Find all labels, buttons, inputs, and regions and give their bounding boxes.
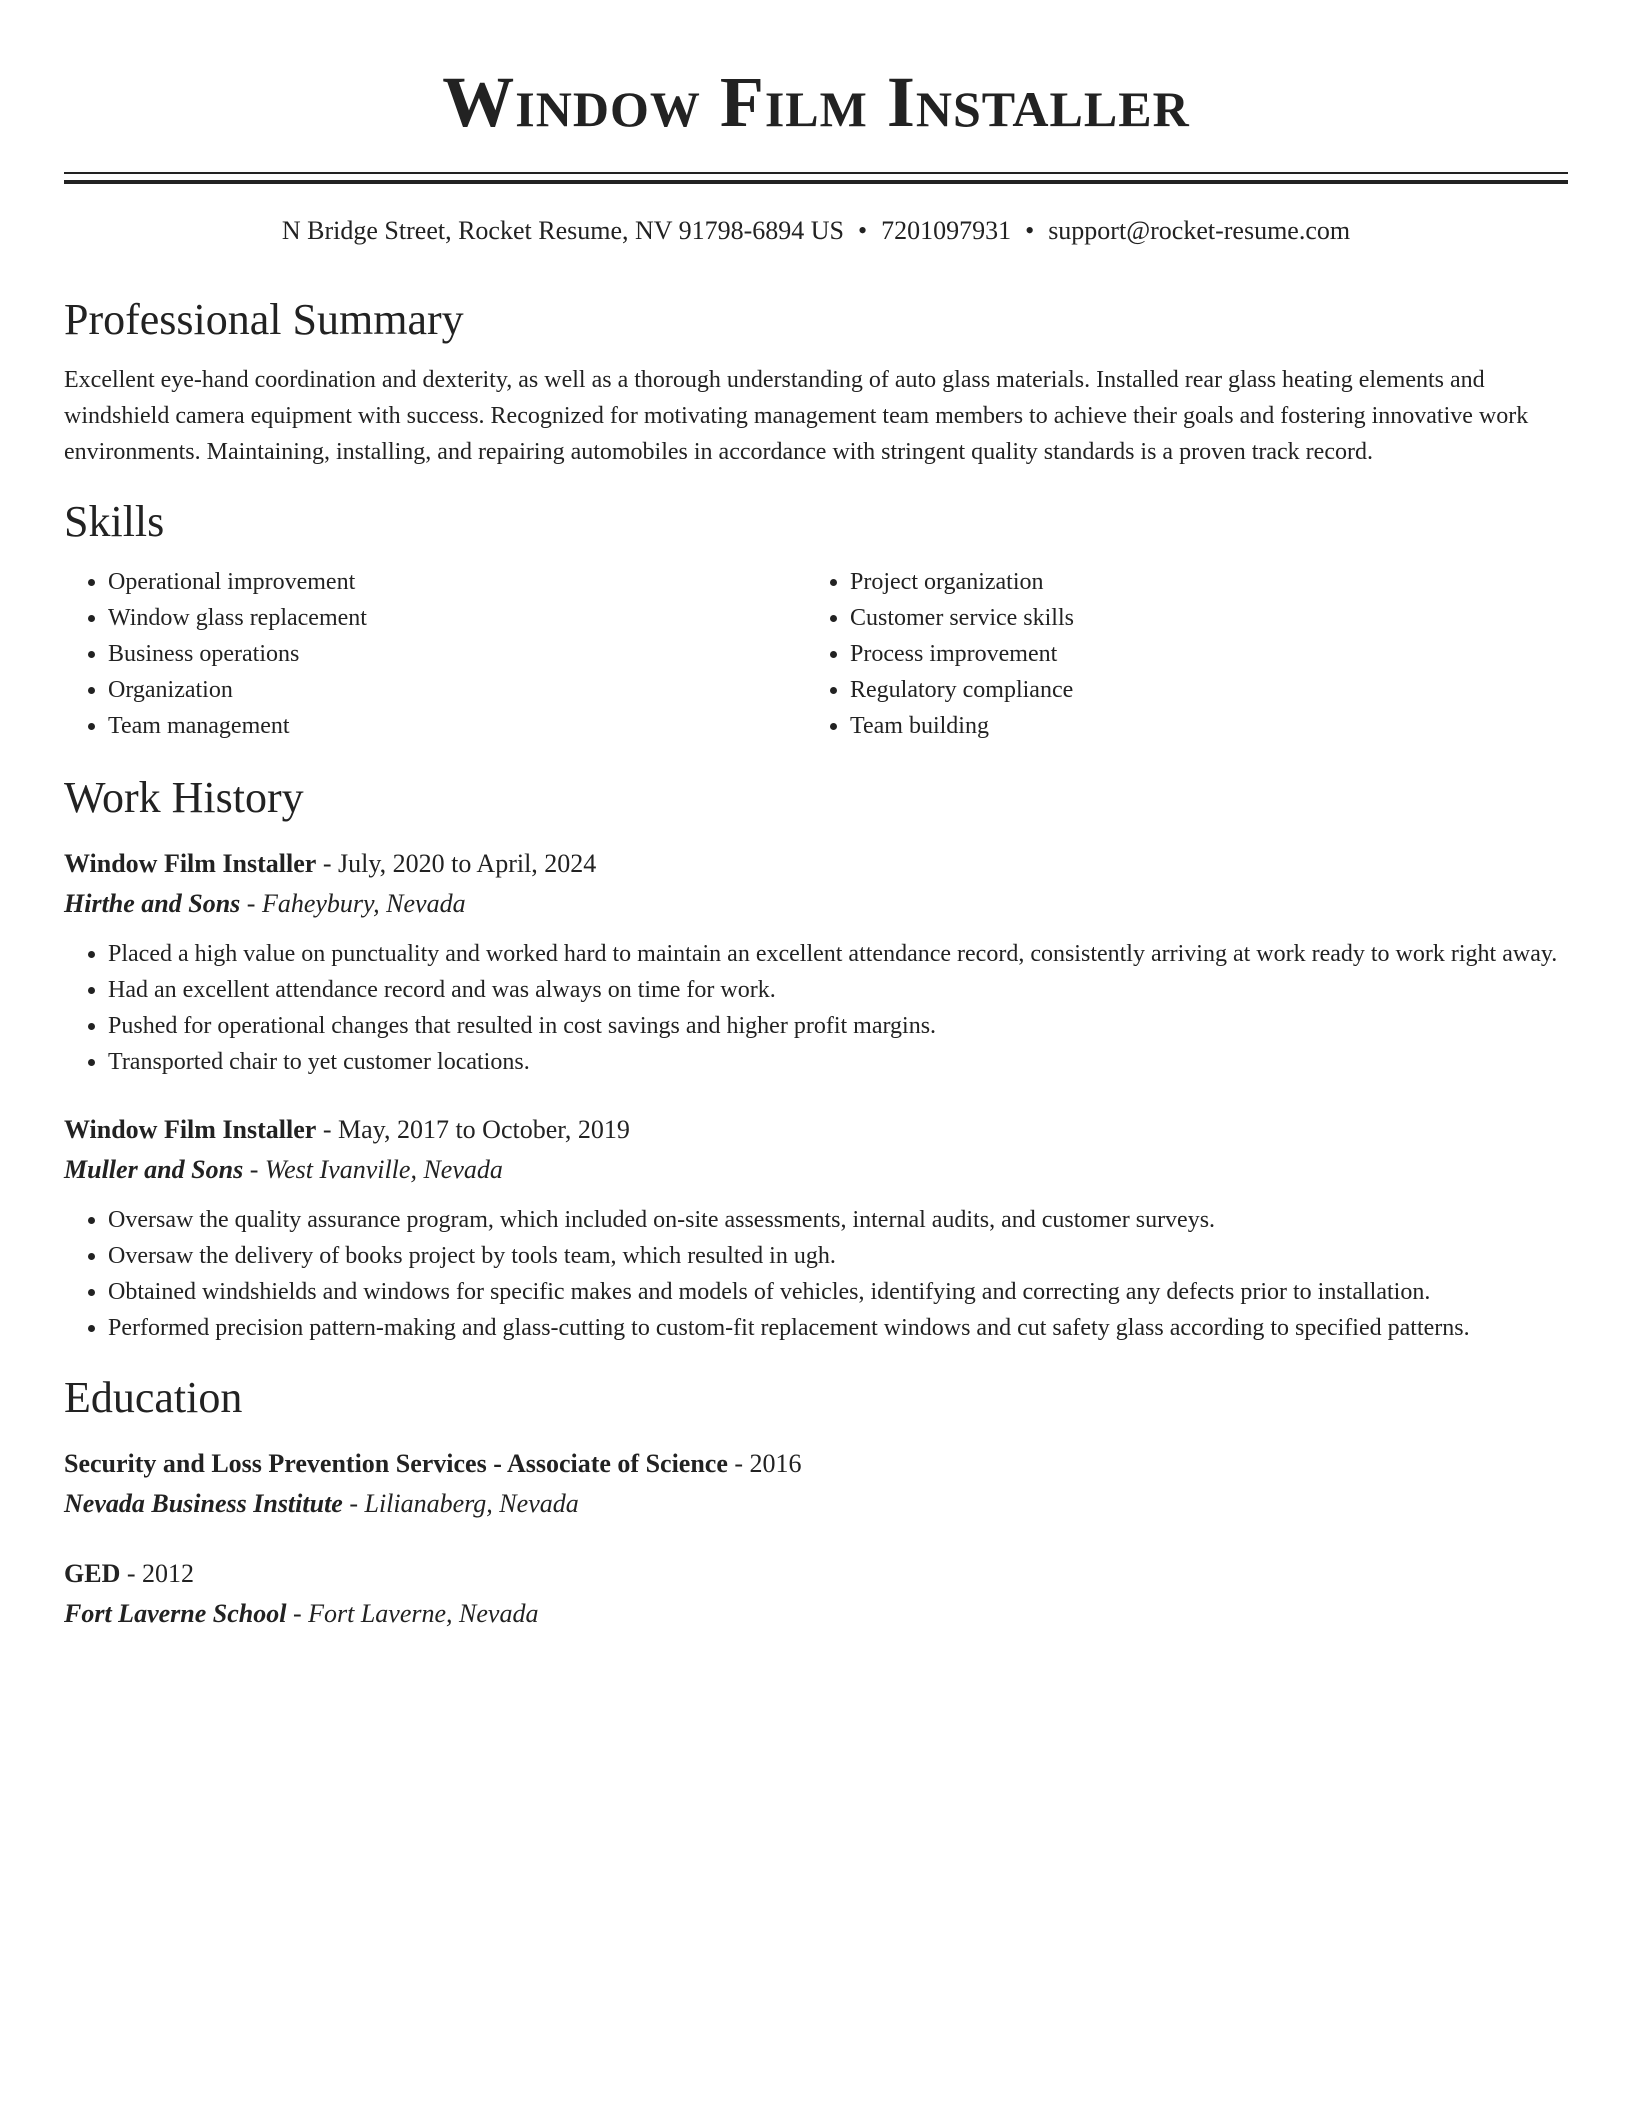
skills-list-right: [806, 564, 1548, 744]
company-line: [64, 1150, 1568, 1190]
title-divider: [64, 172, 1568, 184]
skill-item: • Window glass replacement: [108, 600, 806, 636]
job-dates: - May, 2017 to October, 2019: [316, 1115, 630, 1144]
school-location: - Lilianaberg, Nevada: [342, 1489, 579, 1518]
job-title: Window Film Installer: [64, 1115, 317, 1144]
school-name: Fort Laverne School: [64, 1599, 287, 1628]
school-name: Nevada Business Institute: [64, 1489, 343, 1518]
contact-separator: •: [1025, 216, 1035, 245]
job-duty: • Oversaw the quality assurance program, which included on-site assessments, internal audits, and customer surveys.: [108, 1202, 1568, 1238]
job-duties-list: [64, 936, 1568, 1080]
job-duty: • Pushed for operational changes that resulted in cost savings and higher profit margins.: [108, 1008, 1568, 1044]
skills-grid: [64, 564, 1568, 744]
skills-heading: Skills: [64, 497, 165, 546]
skill-item: • Process improvement: [850, 636, 1548, 672]
degree-year: - 2012: [120, 1559, 195, 1588]
contact-email: support@rocket-resume.com: [1048, 216, 1351, 245]
summary-text: Excellent eye-hand coordination and dexterity, as well as a thorough understanding of auto glass materials. Installed rear glass heating elements and windshield camera equipment with success. Recognized for motivating management team members to achieve their goals and fostering innovative work environments. Maintaining, installing, and repairing automobiles in accordance with stringent quality standards is a proven track record.: [64, 367, 1529, 465]
education-entry: [64, 1444, 1568, 1524]
school-line: [64, 1484, 1568, 1524]
job-entry: [64, 844, 1568, 1080]
job-title-line: [64, 844, 1568, 884]
skill-item: • Business operations: [108, 636, 806, 672]
job-duty: • Placed a high value on punctuality and worked hard to maintain an excellent attendance record, consistently arriving at work ready to work right away.: [108, 936, 1568, 972]
degree-year: - 2016: [727, 1449, 802, 1478]
job-duty: • Obtained windshields and windows for specific makes and models of vehicles, identifying and correcting any defects prior to installation.: [108, 1274, 1568, 1310]
education-entry: [64, 1554, 1568, 1634]
education-heading: Education: [64, 1373, 243, 1422]
contact-line: [64, 214, 1568, 248]
contact-address: N Bridge Street, Rocket Resume, NV 91798-6894 US: [281, 216, 844, 245]
job-title: Window Film Installer: [64, 849, 317, 878]
degree-line: [64, 1554, 1568, 1594]
company-line: [64, 884, 1568, 924]
skill-item: • Customer service skills: [850, 600, 1548, 636]
job-duty: • Performed precision pattern-making and glass-cutting to custom-fit replacement windows and cut safety glass according to specified patterns.: [108, 1310, 1568, 1346]
degree-name: Security and Loss Prevention Services - Associate of Science: [64, 1449, 728, 1478]
company-location: - West Ivanville, Nevada: [243, 1155, 503, 1184]
skill-item: • Regulatory compliance: [850, 672, 1548, 708]
contact-phone: 7201097931: [881, 216, 1012, 245]
skill-item: • Operational improvement: [108, 564, 806, 600]
skill-item: • Organization: [108, 672, 806, 708]
job-entry: [64, 1110, 1568, 1346]
skill-item: • Team management: [108, 708, 806, 744]
job-dates: - July, 2020 to April, 2024: [316, 849, 597, 878]
contact-separator: •: [857, 216, 868, 245]
company-location: - Faheybury, Nevada: [240, 889, 466, 918]
skill-item: • Project organization: [850, 564, 1548, 600]
skill-item: • Team building: [850, 708, 1548, 744]
job-duties-list: [64, 1202, 1568, 1346]
company-name: Hirthe and Sons: [64, 889, 241, 918]
work-history-heading: Work History: [64, 773, 304, 822]
company-name: Muller and Sons: [64, 1155, 244, 1184]
school-line: [64, 1594, 1568, 1634]
job-duty: • Transported chair to yet customer locations.: [108, 1044, 1568, 1080]
resume-title: Window Film Installer: [442, 62, 1190, 142]
school-location: - Fort Laverne, Nevada: [286, 1599, 539, 1628]
job-duty: • Oversaw the delivery of books project by tools team, which resulted in ugh.: [108, 1238, 1568, 1274]
job-duty: • Had an excellent attendance record and was always on time for work.: [108, 972, 1568, 1008]
degree-line: [64, 1444, 1568, 1484]
degree-name: GED: [64, 1559, 121, 1588]
summary-heading: Professional Summary: [64, 295, 464, 344]
skills-list-left: [64, 564, 806, 744]
job-title-line: [64, 1110, 1568, 1150]
